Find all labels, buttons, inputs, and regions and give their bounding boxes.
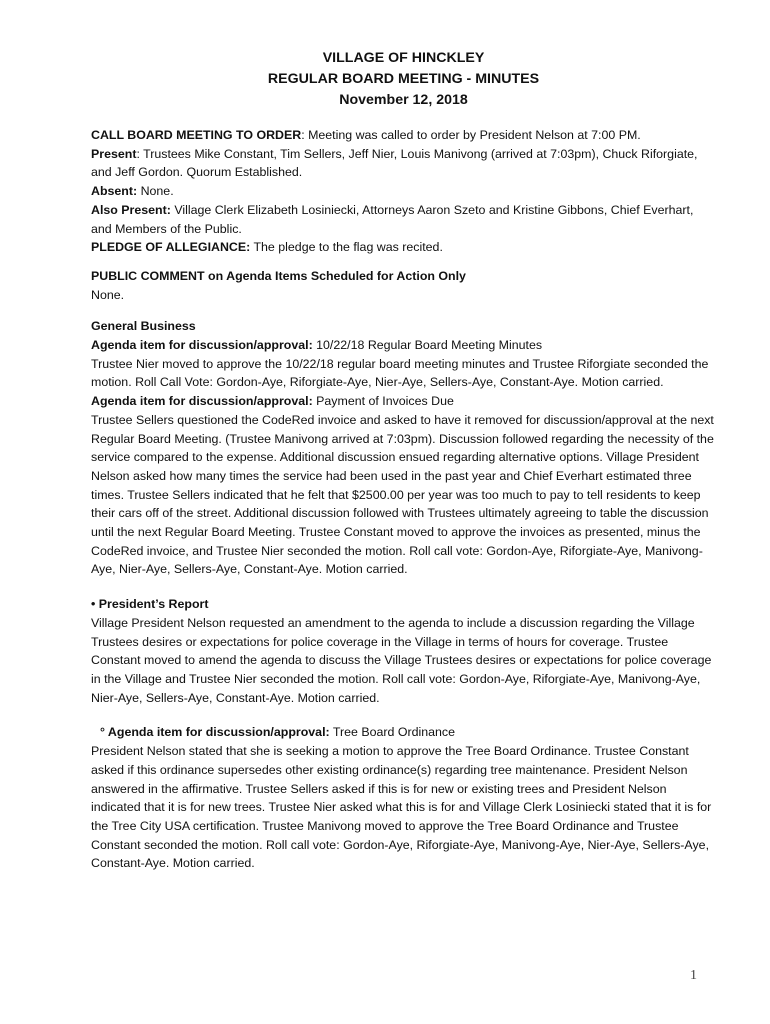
agenda-item-label: Agenda item for discussion/approval: bbox=[91, 394, 313, 409]
presidents-report-body: Village President Nelson requested an amendment to the agenda to include a discussion regarding the Village Trustees desires or expectations for police coverage in the Village in terms of hours for coverage. Trustee Constant moved to amend the agenda to discuss the Village Trustees desires or expectations for police coverage in the Village and Trustee Nier seconded the motion. Roll call vote: Gordon-Aye, Riforgiate-Aye, Manivong-Aye, Nier-Aye, Sellers-Aye, Constant-Aye. Motion carried. bbox=[91, 615, 712, 705]
public-comment-heading bbox=[91, 267, 716, 286]
agenda-item-invoices bbox=[91, 392, 716, 411]
pledge-text: The pledge to the flag was recited. bbox=[250, 240, 443, 255]
absent bbox=[91, 182, 716, 201]
present-label: Present bbox=[91, 146, 137, 161]
agenda-item-invoices-body: Trustee Sellers questioned the CodeRed invoice and asked to have it removed for discussion/approval at the next Regular Board Meeting. (Trustee Manivong arrived at 7:03pm). Discussion followed regarding the necessity of the service compared to the expense. Additional discussion ensued regarding alternative options. Village President Nelson asked how many times the service had been used in the past year and Chief Everhart estimated three times. Trustee Sellers indicated that he felt that $2500.00 per year was too much to pay to tell residents to keep their cars off of the street. Additional discussion followed with Trustees ultimately agreeing to table the discussion until the next Regular Board Meeting. Trustee Constant moved to approve the invoices as presented, minus the CodeRed invoice, and Trustee Nier seconded the motion. Roll call vote: Gordon-Aye, Riforgiate-Aye, Manivong-Aye, Nier-Aye, Sellers-Aye, Constant-Aye. Motion carried. bbox=[91, 412, 714, 577]
call-to-order-label: CALL BOARD MEETING TO ORDER bbox=[91, 128, 302, 142]
general-business-heading-text: General Business bbox=[91, 319, 196, 334]
agenda-item-tree-board-body: President Nelson stated that she is seeking a motion to approve the Tree Board Ordinance. Trustee Constant asked if this ordinance supersedes other existing ordinance(s) regarding tree maintenance. President Nelson answered in the affirmative. Trustee Sellers asked if this is for new or existing trees and President Nelson indicated that it is for new trees. Trustee Nier asked what this is for and Village Clerk Losiniecki stated that it is for the Tree City USA certification. Trustee Manivong moved to approve the Tree Board Ordinance and Trustee Constant seconded the motion. Roll call vote: Gordon-Aye, Riforgiate-Aye, Manivong-Aye, Nier-Aye, Sellers-Aye, Constant-Aye. Motion carried. bbox=[91, 744, 712, 871]
pledge bbox=[91, 238, 716, 257]
presidents-report-heading-text: • President’s Report bbox=[91, 597, 209, 612]
general-business-heading bbox=[91, 317, 716, 336]
pledge-label: PLEDGE OF ALLEGIANCE: bbox=[91, 240, 251, 255]
absent-label: Absent: bbox=[91, 184, 138, 199]
agenda-item-title: Payment of Invoices Due bbox=[312, 394, 454, 409]
agenda-item-label: Agenda item for discussion/approval: bbox=[91, 338, 313, 353]
agenda-item-title: 10/22/18 Regular Board Meeting Minutes bbox=[312, 338, 543, 353]
agenda-item-minutes-body: Trustee Nier moved to approve the 10/22/18 regular board meeting minutes and Trustee Riforgiate seconded the motion. Roll Call Vote: Gordon-Aye, Riforgiate-Aye, Nier-Aye, Sellers-Aye, Constant-Aye. Motion carried. bbox=[91, 356, 709, 390]
agenda-item-tree-board bbox=[91, 723, 716, 742]
present bbox=[91, 145, 716, 182]
meeting-date: November 12, 2018 bbox=[339, 92, 468, 108]
document-page bbox=[91, 48, 716, 873]
call-to-order bbox=[91, 126, 716, 145]
public-comment-heading-text: PUBLIC COMMENT on Agenda Items Scheduled for Action Only bbox=[91, 268, 466, 283]
public-comment-text: None. bbox=[91, 287, 125, 302]
agenda-item-minutes bbox=[91, 336, 716, 355]
call-to-order-text: : Meeting was called to order by President Nelson at 7:00 PM. bbox=[301, 128, 641, 142]
also-present-text: Village Clerk Elizabeth Losiniecki, Attorneys Aaron Szeto and Kristine Gibbons, Chief Everhart, and Members of the Public. bbox=[91, 202, 694, 236]
present-text: : Trustees Mike Constant, Tim Sellers, Jeff Nier, Louis Manivong (arrived at 7:03pm), Chuck Riforgiate, and Jeff Gordon. Quorum Established. bbox=[91, 146, 698, 180]
document-header bbox=[91, 48, 716, 111]
also-present bbox=[91, 201, 716, 238]
absent-text: None. bbox=[137, 184, 174, 199]
page-number: 1 bbox=[690, 968, 697, 983]
agenda-item-label: ° Agenda item for discussion/approval: bbox=[100, 725, 330, 740]
document-title: REGULAR BOARD MEETING - MINUTES bbox=[267, 71, 540, 87]
village-name: VILLAGE OF HINCKLEY bbox=[322, 50, 485, 66]
presidents-report-heading bbox=[91, 595, 716, 614]
also-present-label: Also Present: bbox=[91, 202, 171, 217]
agenda-item-title: Tree Board Ordinance bbox=[329, 725, 455, 740]
